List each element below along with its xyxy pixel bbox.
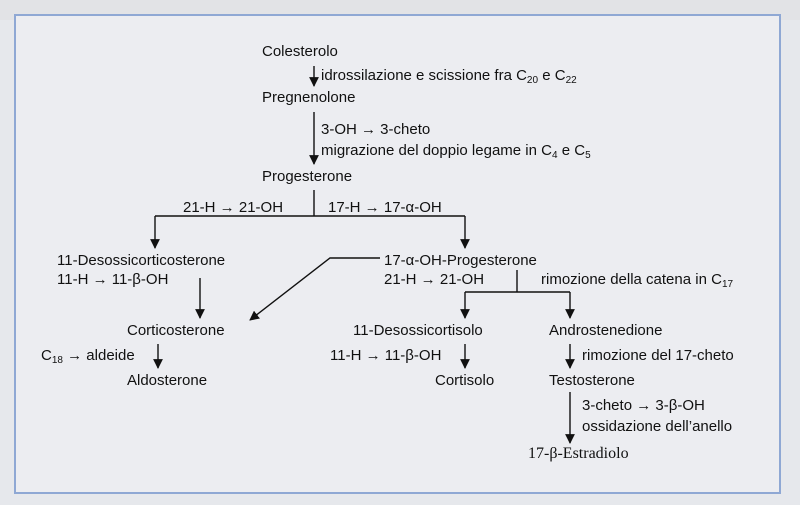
- arrow-oh-progesterone-corticosterone: [250, 258, 380, 320]
- node-androstenedione: Androstenedione: [549, 322, 663, 339]
- reaction-idrossilazione: idrossilazione e scissione fra $C_{20}$ e $C_{22}$: [321, 67, 577, 86]
- reaction-11h-left: 11-H → 11-β-OH: [57, 271, 169, 288]
- reaction-21h-right: 21-H → 21-OH: [384, 271, 485, 288]
- reaction-ossidazione: ossidazione dell’anello: [582, 418, 733, 435]
- node-pregnenolone: Pregnenolone: [262, 89, 356, 106]
- node-testosterone: Testosterone: [549, 372, 635, 389]
- reaction-migrazione: migrazione del doppio legame in $C_4$ e $C_5$: [321, 142, 591, 161]
- node-colesterolo: Colesterolo: [262, 43, 338, 60]
- node-estradiolo: 17-β-Estradiolo: [528, 445, 629, 462]
- reaction-21h-left: 21-H → 21-OH: [183, 199, 284, 216]
- node-oh-progesterone: 17-α-OH-Progesterone: [384, 252, 537, 269]
- reaction-aldeide: $C_{18}$ → aldeide: [41, 347, 135, 366]
- reaction-17h: 17-H → 17-α-OH: [328, 199, 442, 216]
- node-cortisolo: Cortisolo: [435, 372, 495, 389]
- reaction-cheto-beta: 3-cheto → 3-β-OH: [582, 397, 705, 414]
- reaction-11h-right: 11-H → 11-β-OH: [330, 347, 442, 364]
- node-aldosterone: Aldosterone: [127, 372, 208, 389]
- node-corticosterone: Corticosterone: [127, 322, 225, 339]
- node-progesterone: Progesterone: [262, 168, 353, 185]
- reaction-rimozione-cheto: rimozione del 17-cheto: [582, 347, 734, 364]
- reaction-3-oh-cheto: 3-OH → 3-cheto: [321, 121, 431, 138]
- node-desossicortisolo: 11-Desossicortisolo: [353, 322, 483, 339]
- reaction-rimozione-catena: rimozione della catena in $C_{17}$: [541, 271, 734, 290]
- node-desossicorticosterone: 11-Desossicorticosterone: [57, 252, 226, 269]
